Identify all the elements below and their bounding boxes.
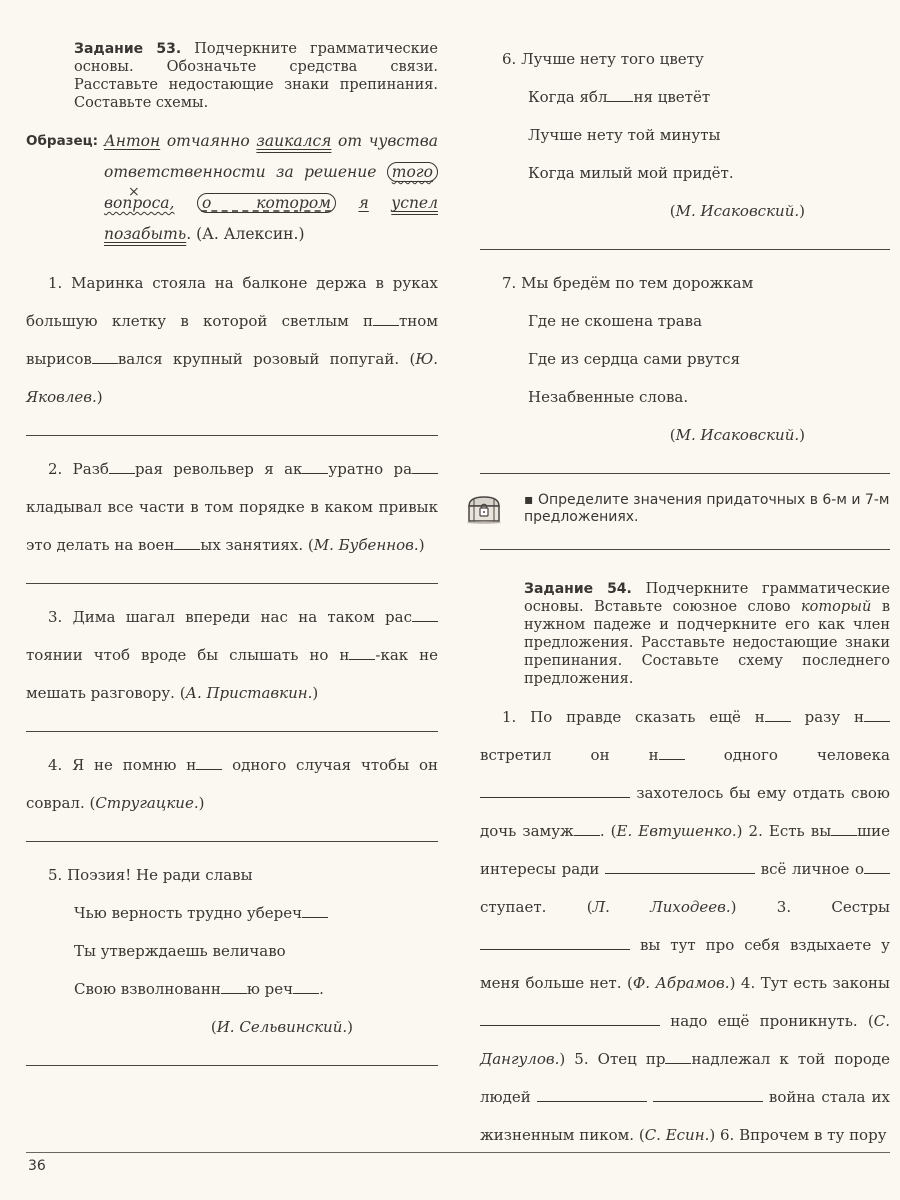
- item-author: Ф. Абрамов.: [632, 974, 730, 992]
- sample-subject: Антон: [104, 132, 161, 150]
- item-text: ) 3. Сестры: [730, 898, 890, 916]
- poem-author: (М. Исаковский.): [669, 202, 805, 220]
- sample-pointer-word: того: [387, 162, 438, 182]
- poem-text: Чью верность трудно убереч: [74, 904, 303, 922]
- fill-gap[interactable]: [831, 821, 857, 836]
- fill-gap[interactable]: [412, 607, 438, 622]
- fill-gap[interactable]: [765, 707, 791, 722]
- fill-gap-word[interactable]: [653, 1087, 763, 1102]
- poem-author: (И. Сельвинский.): [210, 1018, 353, 1036]
- task-54-text: в нужном падеже и подчеркните его как член предложения. Расставьте недостающие знаки препинания. Составьте схему последнего предложения.: [524, 599, 890, 687]
- item-text: 3. Дима шагал впереди нас на таком рас: [48, 608, 412, 626]
- item-text: разу н: [790, 708, 864, 726]
- item-text: ): [198, 794, 205, 812]
- fill-gap-word[interactable]: [480, 1011, 660, 1026]
- poem-text: Когда ябл: [528, 88, 608, 106]
- item-text: война стала их жизненным пиком. (: [480, 1088, 890, 1144]
- exercise-item-7: [480, 264, 890, 454]
- author-name: И. Сельвинский.: [216, 1018, 348, 1036]
- item-text: тоянии чтоб вроде бы слышать но н: [26, 646, 350, 664]
- fill-gap[interactable]: [412, 459, 438, 474]
- exercise-item-1: [26, 264, 438, 416]
- poem-line: Ты утверждаешь величаво: [74, 942, 286, 960]
- item-author: Е. Евтушенко.: [616, 822, 737, 840]
- item-text: 4. Я не помню н: [48, 756, 197, 774]
- item-author: А. Приставкин.: [185, 684, 313, 702]
- item-text: захотелось бы ему отдать свою дочь замуж: [480, 784, 890, 840]
- item-text: ): [96, 388, 103, 406]
- poem-text: ня цветёт: [633, 88, 711, 106]
- exercise-item-4: [26, 746, 438, 822]
- exercise-item-6: [480, 40, 890, 230]
- sample-subject-2: я: [358, 194, 369, 212]
- sample-predicate: заикался: [256, 132, 332, 150]
- item-text: одного человека: [684, 746, 891, 764]
- task-54-label: Задание 54.: [524, 581, 632, 597]
- item-text: 1. По правде сказать ещё н: [502, 708, 765, 726]
- item-text: 1. Маринка стояла на балконе держа в руках большую клетку в которой светлым п: [26, 274, 438, 330]
- exercise-item-5: [26, 856, 438, 1046]
- task-54-keyword: который: [801, 599, 872, 615]
- item-text: ) 5. Отец пр: [559, 1050, 666, 1068]
- item-text: тном вырисов: [26, 312, 438, 368]
- item-text: ): [418, 536, 425, 554]
- page-number: 36: [28, 1158, 46, 1174]
- item-text: . (: [599, 822, 617, 840]
- fill-gap[interactable]: [373, 311, 399, 326]
- poem-line: 7. Мы бредём по тем дорожкам: [502, 274, 754, 292]
- item-text: ых занятиях. (: [200, 536, 314, 554]
- item-text: ступает. (: [480, 898, 593, 916]
- fill-gap[interactable]: [174, 535, 200, 550]
- fill-gap[interactable]: [864, 859, 890, 874]
- sample-author: . (А. Алексин.): [186, 225, 305, 243]
- poem-author: (М. Исаковский.): [669, 426, 805, 444]
- sample-label: Образец:: [26, 133, 99, 149]
- poem-text: Свою взволнованн: [74, 980, 221, 998]
- poem-line: 5. Поэзия! Не ради славы: [48, 866, 253, 884]
- item-text: всё личное о: [755, 860, 865, 878]
- fill-gap-word[interactable]: [537, 1087, 647, 1102]
- task-53-text: Подчеркните грамматические основы. Обозначьте средства связи. Расставьте недостающие знаки препинания. Составьте схемы.: [74, 41, 438, 111]
- sample-words: от чувства ответственности за решение: [104, 132, 438, 181]
- item-author: С. Есин.: [644, 1126, 710, 1144]
- task-53-instructions: [74, 40, 438, 112]
- item-text: уратно ра: [328, 460, 413, 478]
- sample-predicate-2: успел позабыть: [104, 194, 438, 243]
- fill-gap[interactable]: [607, 87, 633, 102]
- poem-line: Лучше нету той минуты: [528, 126, 721, 144]
- exercise-item-3: [26, 598, 438, 712]
- poem-line: [74, 894, 438, 932]
- fill-gap-word[interactable]: [480, 783, 630, 798]
- item-text: ) 2. Есть вы: [736, 822, 832, 840]
- poem-line: Когда милый мой придёт.: [528, 164, 734, 182]
- hint-block: [480, 492, 890, 526]
- sample-sentence: [104, 126, 438, 250]
- poem-line: Где из сердца сами рвутся: [528, 350, 741, 368]
- fill-gap-word[interactable]: [605, 859, 755, 874]
- item-text: шие интересы ради: [480, 822, 890, 878]
- item-author: С. Дангулов.: [480, 1012, 890, 1068]
- item-text: надлежал к той породе людей: [480, 1050, 890, 1106]
- fill-gap[interactable]: [302, 459, 328, 474]
- item-text: -как не мешать разговору. (: [26, 646, 439, 702]
- fill-gap-word[interactable]: [480, 935, 630, 950]
- item-author: Л. Лиходеев.: [592, 898, 731, 916]
- item-text: одного случая чтобы он соврал. (: [26, 756, 438, 812]
- fill-gap[interactable]: [196, 755, 222, 770]
- answer-line[interactable]: [480, 472, 890, 474]
- author-name: М. Исаковский.: [675, 202, 800, 220]
- poem-line: Где не скошена трава: [528, 312, 703, 330]
- item-author: Ю. Яковлев.: [26, 350, 438, 406]
- answer-line[interactable]: [26, 434, 438, 436]
- item-text: вался крупный розовый попугай. (: [117, 350, 416, 368]
- fill-gap[interactable]: [109, 459, 135, 474]
- answer-line[interactable]: [480, 248, 890, 250]
- task-54-exercise: [480, 698, 890, 1154]
- fill-gap[interactable]: [864, 707, 890, 722]
- fill-gap[interactable]: [302, 903, 328, 918]
- item-author: М. Бубеннов.: [313, 536, 419, 554]
- exercise-item-2: [26, 450, 438, 564]
- sample-block: [26, 126, 438, 250]
- treasure-chest-icon: [466, 494, 502, 524]
- fill-gap[interactable]: [92, 349, 118, 364]
- fill-gap[interactable]: [665, 1049, 691, 1064]
- task-54-text: Подчеркните грамматические основы. Вставьте союзное слово: [524, 581, 890, 615]
- fill-gap[interactable]: [349, 645, 375, 660]
- hint-text: ▪ Определите значения придаточных в 6-м и 7-м предложениях.: [524, 492, 890, 525]
- answer-line[interactable]: [26, 1064, 438, 1066]
- poem-line: [528, 78, 890, 116]
- item-text: надо ещё проникнуть. (: [660, 1012, 874, 1030]
- sample-conjunctive-word: о котором: [197, 193, 336, 213]
- item-text: вы тут про себя вздыхаете у меня больше нет. (: [480, 936, 890, 992]
- poem-text: ю реч: [246, 980, 294, 998]
- item-text: кладывал все части в том порядке в каком привык это делать на воен: [26, 498, 438, 554]
- sample-word: отчаянно: [166, 132, 250, 150]
- answer-line[interactable]: [26, 840, 438, 842]
- task-54-instructions: [524, 580, 890, 688]
- item-text: 2. Разб: [48, 460, 109, 478]
- answer-line[interactable]: [26, 730, 438, 732]
- answer-line[interactable]: [26, 582, 438, 584]
- left-column: [26, 40, 438, 1066]
- answer-line[interactable]: [480, 548, 890, 550]
- poem-line: [74, 970, 438, 1008]
- sample-main-word: × вопроса,: [104, 194, 174, 212]
- author-name: М. Исаковский.: [675, 426, 800, 444]
- fill-gap[interactable]: [221, 979, 247, 994]
- fill-gap[interactable]: [293, 979, 319, 994]
- poem-line: 6. Лучше нету того цвету: [502, 50, 704, 68]
- fill-gap[interactable]: [574, 821, 600, 836]
- item-text: ): [312, 684, 319, 702]
- item-text: рая револьвер я ак: [134, 460, 303, 478]
- task-53-label: Задание 53.: [74, 41, 182, 57]
- item-text: встретил он н: [480, 746, 659, 764]
- item-text: ) 6. Впрочем в ту пору: [709, 1126, 887, 1144]
- fill-gap[interactable]: [659, 745, 685, 760]
- poem-line: Незабвенные слова.: [528, 388, 689, 406]
- item-text: ) 4. Тут есть законы: [729, 974, 890, 992]
- poem-text: .: [319, 980, 324, 998]
- right-column: [480, 40, 890, 1154]
- item-author: Стругацкие.: [95, 794, 199, 812]
- footer-divider: [26, 1150, 890, 1153]
